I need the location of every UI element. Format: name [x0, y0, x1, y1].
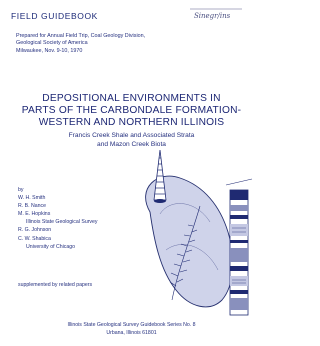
author-line: R. B. Nance [18, 203, 46, 210]
prep-line: Prepared for Annual Field Trip, Coal Geology Division, [16, 33, 146, 39]
stratigraphic-column [226, 179, 252, 315]
svg-text:Sinegr/ins: Sinegr/ins [194, 12, 231, 20]
author-line: R. G. Johnson [18, 227, 52, 234]
header-label: FIELD GUIDEBOOK [11, 11, 98, 21]
subtitle-line: and Mazon Creek Biota [97, 141, 166, 148]
author-line: W. H. Smith [18, 195, 46, 202]
affiliation-line: Illinois State Geological Survey [26, 219, 98, 226]
supplement-note: supplemented by related papers [18, 282, 93, 288]
prep-line: Geological Society of America [16, 40, 88, 47]
title-line: PARTS OF THE CARBONDALE FORMATION- [21, 105, 242, 116]
author-line: C. W. Shabica [18, 235, 51, 242]
subtitle-line: Francis Creek Shale and Associated Strata [68, 132, 195, 139]
title-line: WESTERN AND NORTHERN ILLINOIS [38, 117, 225, 128]
title-line: DEPOSITIONAL ENVIRONMENTS IN [42, 93, 221, 104]
publisher-footer [0, 321, 263, 337]
by-label: by [18, 187, 24, 193]
prep-line: Milwaukee, Nov. 9-10, 1970 [16, 47, 83, 54]
address-line: Urbana, Illinois 61801 [106, 330, 157, 336]
author-list [18, 186, 98, 251]
affiliation-line: University of Chicago [26, 243, 76, 250]
author-line: M. E. Hopkins [18, 211, 51, 218]
series-line: Illinois State Geological Survey Guidebook Series No. 8 [67, 322, 196, 328]
